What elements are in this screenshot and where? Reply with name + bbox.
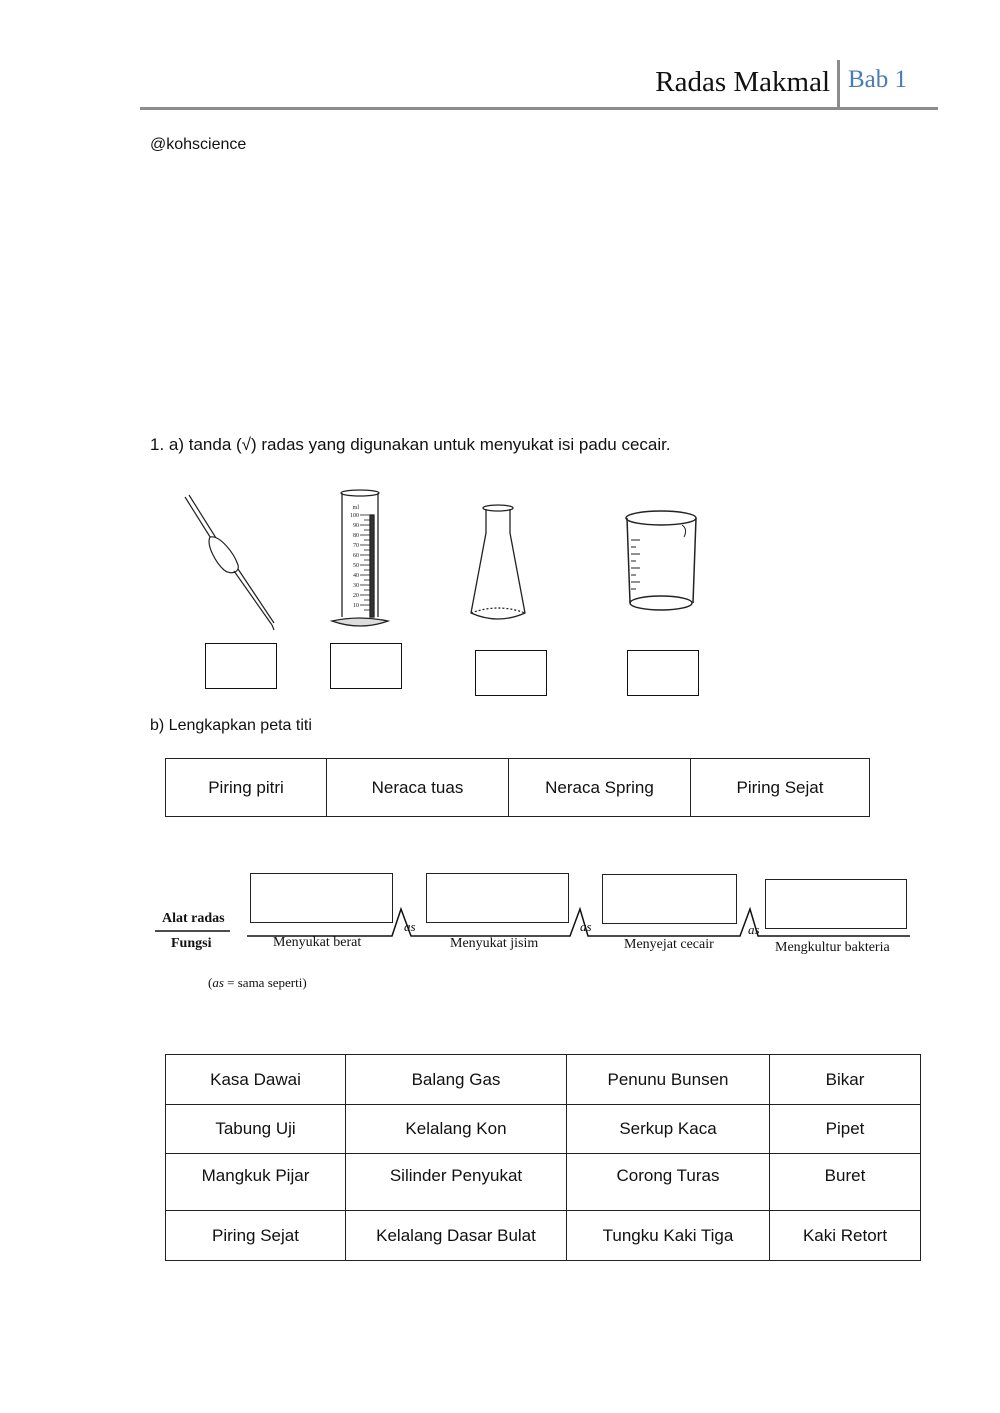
- table-cell: Bikar: [770, 1055, 921, 1105]
- measuring-cylinder-icon: [332, 490, 388, 626]
- cylinder-scale-label: 40: [353, 573, 359, 579]
- apparatus-illustrations: [160, 485, 720, 635]
- bridge-answer-box-4[interactable]: [765, 879, 907, 929]
- cylinder-scale-label: 10: [353, 603, 359, 609]
- conical-flask-icon: [471, 505, 525, 619]
- cylinder-scale-label: 100: [350, 513, 359, 519]
- cylinder-scale-label: 30: [353, 583, 359, 589]
- function-label: Menyejat cecair: [624, 937, 714, 952]
- table-cell: Kelalang Kon: [346, 1105, 567, 1154]
- part-b-prompt: b) Lengkapkan peta titi: [150, 717, 312, 734]
- table-cell: Mangkuk Pijar: [166, 1154, 346, 1211]
- function-label: Mengkultur bakteria: [775, 940, 890, 955]
- relating-factor-as: as: [748, 922, 760, 937]
- function-label: Menyukat jisim: [450, 936, 539, 951]
- pipette-icon: [185, 495, 274, 630]
- option-cell: Neraca Spring: [509, 759, 691, 817]
- table-cell: Corong Turas: [567, 1154, 770, 1211]
- cylinder-scale-label: 60: [353, 553, 359, 559]
- cylinder-scale-label: 50: [353, 563, 359, 569]
- beaker-icon: [626, 511, 696, 610]
- tick-box-beaker[interactable]: [627, 650, 699, 696]
- tick-box-pipette[interactable]: [205, 643, 277, 689]
- options-table: [165, 758, 870, 817]
- as-note-definition: = sama seperti): [223, 975, 307, 990]
- function-label: Menyukat berat: [273, 935, 362, 950]
- cylinder-scale-label: 80: [353, 533, 359, 539]
- table-cell: Pipet: [770, 1105, 921, 1154]
- bridge-label-alat-radas: Alat radas: [162, 911, 225, 926]
- header-rule: [140, 107, 938, 110]
- relating-factor-as: as: [404, 919, 416, 934]
- bridge-answer-box-1[interactable]: [250, 873, 393, 923]
- table-cell: Balang Gas: [346, 1055, 567, 1105]
- question-1a-prompt: 1. a) tanda (√) radas yang digunakan untuk menyukat isi padu cecair.: [150, 435, 671, 454]
- chapter-label: Bab 1: [848, 66, 908, 93]
- bridge-answer-box-2[interactable]: [426, 873, 569, 923]
- bridge-answer-box-3[interactable]: [602, 874, 737, 924]
- apparatus-word-table: [165, 1054, 921, 1261]
- option-cell: Neraca tuas: [327, 759, 509, 817]
- table-cell: Tungku Kaki Tiga: [567, 1211, 770, 1261]
- header-divider: [837, 60, 840, 110]
- cylinder-scale-label: 20: [353, 593, 359, 599]
- table-cell: Kasa Dawai: [166, 1055, 346, 1105]
- table-cell: Buret: [770, 1154, 921, 1211]
- as-note: (as = sama seperti): [208, 975, 307, 990]
- table-cell: Penunu Bunsen: [567, 1055, 770, 1105]
- credit-text: @kohscience: [150, 136, 247, 153]
- option-cell: Piring pitri: [166, 759, 327, 817]
- cylinder-scale-label: 90: [353, 523, 359, 529]
- table-cell: Serkup Kaca: [567, 1105, 770, 1154]
- cylinder-scale-label: ml: [352, 505, 359, 511]
- tick-box-conical-flask[interactable]: [475, 650, 547, 696]
- table-cell: Tabung Uji: [166, 1105, 346, 1154]
- table-cell: Silinder Penyukat: [346, 1154, 567, 1211]
- relating-factor-as: as: [580, 919, 592, 934]
- page-title: Radas Makmal: [655, 66, 830, 98]
- table-cell: Kelalang Dasar Bulat: [346, 1211, 567, 1261]
- table-cell: Piring Sejat: [166, 1211, 346, 1261]
- bridge-label-fungsi: Fungsi: [171, 936, 212, 951]
- table-cell: Kaki Retort: [770, 1211, 921, 1261]
- tick-box-measuring-cylinder[interactable]: [330, 643, 402, 689]
- as-note-term: as: [212, 975, 224, 990]
- option-cell: Piring Sejat: [691, 759, 870, 817]
- cylinder-scale-label: 70: [353, 543, 359, 549]
- cylinder-scale-labels: [350, 505, 359, 609]
